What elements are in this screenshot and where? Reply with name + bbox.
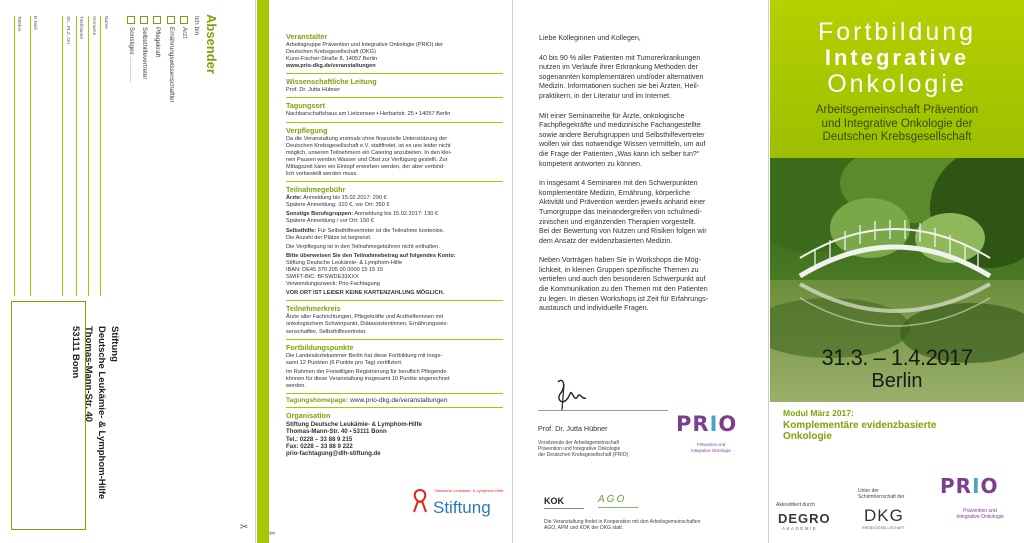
prio-logo [674, 412, 744, 462]
fee-text: Spätere Anmeldung: 310 €, vor Ort: 350 € [286, 202, 390, 209]
divider [286, 407, 503, 408]
stiftung-logo-text: Stiftung [433, 498, 491, 517]
konto-line: Verwendungszweck: Prio-Fachtagung [286, 281, 380, 288]
konto-line: IBAN: DE45 370 205 00 0000 15 15 15 [286, 266, 384, 273]
prio-logo-text: PRIO [676, 412, 738, 436]
veranstalter-line: Arbeitsgruppe Prävention und Integrative Onkologie (PRIO) der [286, 42, 444, 48]
checkbox-box[interactable] [153, 16, 161, 24]
schirm-line: Unter der [858, 488, 879, 494]
section-title: Veranstalter [286, 32, 328, 41]
prio-logo-sub: Integrative Onkologie [691, 448, 731, 453]
verpflegung-line: Deutschen Krebsgesellschaft e.V. stattfindet, ist es uns leider nicht [286, 142, 451, 149]
checkbox-label: Sonstiges ............... [128, 27, 135, 83]
accent-bar [257, 0, 269, 543]
sender-heading: Absender [204, 14, 219, 74]
cover-city: Berlin [871, 370, 923, 392]
coop-line: Die Veranstaltung findet in Kooperation mit den Arbeitsgemeinschaften [544, 519, 701, 525]
section-punkte [286, 343, 503, 390]
fee-text: Anmeldung bis 15.02.2017: 130 € [353, 211, 439, 218]
letter-paragraph: 40 bis 90 % aller Patienten mit Tumorerkrankungen nutzen im Verlaufe ihrer Erkrankung Methoden der sogenannten komplementären und/oder alternativen Medizin. Informationen suchen sie bei Ärzten, Heil- praktikern, in der Literatur und im Internet. [539, 53, 704, 100]
ago-logo: AGO [598, 494, 627, 505]
veranstalter-line: Kuno-Fischer-Straße 8, 14057 Berlin [286, 56, 378, 63]
section-homepage [286, 397, 503, 404]
checkbox-box[interactable] [167, 16, 175, 24]
ago-logo-line [598, 507, 638, 508]
field-label-titel: Titel/Name [78, 16, 83, 40]
degro-logo-sub: AKADEMIE [782, 526, 818, 531]
verpflegung-line: Da die Veranstaltung erstmals ohne finanzielle Unterstützung der [286, 135, 448, 142]
prio-logo-text: PRIO [940, 474, 999, 498]
verpflegung-line: möglich, unseren Teilnehmern ein Catering anzubieten. In den klei- [286, 149, 452, 156]
stiftung-logo-sub: Deutsche Leukämie- & Lymphom-Hilfe [435, 488, 504, 493]
field-line-email[interactable] [30, 16, 31, 296]
prio-logo-i: I [972, 474, 981, 498]
section-kreis [286, 304, 503, 335]
cover-title-line: Onkologie [827, 70, 967, 98]
signature-role [538, 440, 628, 459]
tagungsort-text: Nachbarschaftshaus am Lietzensee ▪ Herbartstr. 25 ▪ 14057 Berlin [286, 111, 451, 118]
cover-title-line: Fortbildung [817, 18, 977, 46]
checkbox-intro: Ich bin [193, 16, 200, 36]
address-line: 53111 Bonn [70, 326, 81, 379]
punkte-line: werden. [286, 383, 306, 389]
konto-note: VOR ORT IST LEIDER KEINE KARTENZAHLUNG MÖGLICH. [286, 290, 445, 297]
konto-title: Bitte überweisen Sie den Teilnahmebetrag auf folgendes Konto: [286, 252, 456, 259]
address-line: Thomas-Mann-Str. 40 [83, 326, 94, 423]
signature-image [550, 374, 590, 414]
fee-label: Ärzte: [286, 195, 302, 202]
panel-info [257, 0, 513, 543]
divider [286, 181, 503, 182]
checkbox-box[interactable] [140, 16, 148, 24]
field-label-ort: Str., PLZ, Ort [65, 16, 70, 44]
signature-line [538, 410, 668, 411]
section-organisation [286, 411, 503, 457]
degro-logo: DEGRO [778, 511, 831, 526]
signature-name: Prof. Dr. Jutta Hübner [538, 424, 608, 433]
verpflegung-line: Mittagszeit kann ein Eintopf erworben werden, der aber verbind- [286, 163, 445, 170]
field-line-titel[interactable] [76, 16, 77, 296]
modul-topic [783, 420, 936, 442]
divider [286, 122, 503, 123]
section-title: Teilnahmegebühr [286, 185, 346, 195]
role-line: Vorsitzende der Arbeitsgemeinschaft [538, 440, 620, 446]
field-line-ort[interactable] [62, 16, 63, 296]
leitung-name: Prof. Dr. Jutta Hübner [286, 87, 341, 94]
divider [286, 73, 503, 74]
homepage-url[interactable]: www.prio-dkg.de/veranstaltungen [348, 397, 448, 405]
veranstalter-line: Deutschen Krebsgesellschaft (DKG) [286, 49, 376, 56]
field-label-telefon: Telefon [16, 16, 21, 32]
prio-logo-i: I [709, 412, 719, 436]
section-title: Verpflegung [286, 125, 328, 135]
fee-label: Selbsthilfe: [286, 227, 317, 234]
panel-cover [770, 0, 1024, 543]
org-line: Tel.: 0228 – 33 88 9 215 [286, 435, 353, 443]
cooperation-note [544, 519, 701, 532]
letter-paragraph: In insgesamt 4 Seminaren mit den Schwerpunkten komplementäre Medizin, Ernährung, körperliche Aktivität und Prävention werden jeweils anhand einer Tumorgruppe das Ineinandergreifen von schulmedi- zinischen und ergänzenden Therapien vorgestellt. Bei der Bewertung von Nutzen und Risiken folgen wir dem Ansatz der evidenzbasierten Medizin. [539, 179, 707, 245]
subtitle-line: und Integrative Onkologie der [821, 117, 973, 130]
fee-text: Für Selbsthilfevertreter ist die Teilnahme kostenlos. [316, 227, 445, 234]
scissors-icon: ✂ [240, 522, 249, 533]
field-line-telefon[interactable] [14, 16, 15, 296]
verpflegung-line: nen Pausen werden Wasser und Obst zur Verfügung gestellt. Zur [286, 156, 448, 163]
fee-note: Die Verpflegung ist in den Teilnahmegebühren nicht enthalten. [286, 243, 440, 250]
kok-logo-line [544, 508, 584, 509]
punkte-line: samt 12 Punkten (6 Punkte pro Tag) zertifiziert. [286, 359, 403, 366]
kreis-line: onkologischem Schwerpunkt, Diätassistentinnen, Ernährungswis- [286, 321, 448, 328]
punkte-line: Im Rahmen der Freiwilligen Registrierung für beruflich Pflegende [286, 368, 447, 375]
prio-logo-sub: Prävention und [696, 442, 726, 447]
role-line: Prävention und Integrative Onkologie [538, 446, 621, 453]
section-title: Tagungsort [286, 101, 325, 111]
info-column [286, 32, 503, 457]
veranstalter-url[interactable]: www.prio-dkg.de/veranstaltungen [286, 63, 376, 70]
stiftung-logo [409, 486, 509, 524]
field-label-name: Name [103, 16, 108, 29]
field-label-email: E-Mail [32, 16, 37, 30]
stiftung-ribbon-icon [409, 488, 431, 514]
cover-logos [770, 474, 1024, 543]
subtitle-line: Arbeitsgemeinschaft Prävention [815, 104, 979, 116]
divider [286, 300, 503, 301]
divider [286, 339, 503, 340]
letter-paragraph: Mit einer Seminarreihe für Ärzte, onkologische Fachpflegekräfte und medizinische Fachangestellte sowie andere Berufsgruppen und Selbsthilfevertreter wollen wir das notwendige Wissen vermitteln, um auf die Frage der Patienten „Was kann ich selber tun?“ kompetent antworten zu können. [539, 111, 706, 168]
field-label-vorname: Vorname [91, 16, 96, 36]
field-line-vorname[interactable] [88, 16, 89, 296]
checkbox-label: Ernährungswissenschaftler [168, 27, 175, 103]
panel-letter [514, 0, 769, 543]
prio-logo-sub: Integrative Onkologie [956, 514, 1004, 520]
coop-line: AGO, APM und KOK der DKG statt. [544, 525, 624, 532]
fee-text: Spätere Anmeldung / vor Ort: 150 € [286, 218, 374, 225]
schirm-label [858, 488, 904, 500]
fee-text: Die Anzahl der Plätze ist begrenzt. [286, 234, 372, 241]
cover-subtitle [770, 104, 1024, 145]
address-line: Stiftung [109, 326, 120, 362]
modul-topic-line: Komplementäre evidenzbasierte [783, 420, 937, 431]
divider [286, 393, 503, 394]
checkbox-label: Arzt [181, 27, 188, 39]
fee-sonstige [286, 211, 503, 218]
prio-logo-cover [940, 474, 1020, 520]
cover-dates: 31.3. – 1.4.2017 [821, 345, 973, 370]
scissors-icon: ✂ [269, 529, 276, 538]
role-line: der Deutschen Krebsgesellschaft (PRIO) [538, 452, 629, 459]
punkte-line: können für diese Veranstaltung insgesamt 10 Punkte angerechnet [286, 375, 450, 382]
divider [286, 97, 503, 98]
punkte-line: Die Landesärztekammer Berlin hat diese Fortbildung mit insge- [286, 352, 443, 359]
fee-selbsthilfe [286, 228, 503, 235]
dkg-logo-sub: KREBSGESELLSCHAFT [862, 526, 905, 530]
section-tagungsort [286, 101, 503, 118]
address-line: Deutsche Leukämie- & Lymphom-Hilfe [96, 326, 107, 500]
homepage-label: Tagungshomepage: [286, 397, 349, 405]
schirm-line: Schirmherrschaft der [858, 494, 905, 500]
org-email[interactable]: prio-fachtagung@dlh-stiftung.de [286, 449, 381, 457]
section-title: Fortbildungspunkte [286, 342, 354, 352]
section-verpflegung [286, 126, 503, 179]
fee-text: Anmeldung bis 15.02.2017: 290 € [301, 195, 387, 202]
section-title: Organisation [286, 411, 331, 421]
dkg-logo: DKG [864, 506, 904, 525]
kok-logo-text: KOK [544, 496, 564, 506]
fee-aerzte [286, 195, 503, 202]
verpflegung-line: lich vorbestellt werden muss. [286, 171, 358, 178]
modul-label: Modul März 2017: [783, 408, 854, 418]
kok-logo [544, 496, 584, 509]
cover-title-line: Integrative [824, 45, 970, 70]
letter-paragraph: Neben Vorträgen haben Sie in Workshops die Mög- lichkeit, in kleinen Gruppen spezifische Themen zu vertiefen und auch den besonderen Schwerpunkt auf die Kommunikation zu den Themen mit den Patienten zu legen. In diesen Workshops ist Zeit für Erfahrungs- austausch und individuelle Fragen. [539, 256, 709, 313]
checkbox-label: Pflegekraft [154, 27, 161, 58]
konto-line: SWIFT-BIC: BFSWDE33XXX [286, 274, 359, 281]
fee-label: Sonstige Berufsgruppen: [286, 211, 354, 218]
subtitle-line: Deutschen Krebsgesellschaft [822, 131, 972, 143]
modul-topic-line: Onkologie [783, 431, 832, 442]
panel-sender [0, 0, 256, 543]
org-line: Thomas-Mann-Str. 40 ▪ 53111 Bonn [286, 428, 387, 436]
section-gebuehr [286, 185, 503, 297]
prio-logo-sub: Prävention und [963, 508, 997, 514]
konto-line: Stiftung Deutsche Leukämie- & Lymphom-Hilfe [286, 259, 403, 266]
checkbox-box[interactable] [180, 16, 188, 24]
checkbox-label: Selbsthilfevertreter [141, 27, 148, 80]
kreis-line: Ärzte aller Fachrichtungen, Pflegekräfte und Arzthelferinnen mit [286, 314, 444, 321]
section-title: Wissenschaftliche Leitung [286, 77, 377, 87]
org-line: Fax: 0228 – 33 88 9 222 [286, 442, 353, 450]
letter-greeting: Liebe Kolleginnen und Kollegen, [539, 34, 641, 42]
section-leitung [286, 77, 503, 94]
checkbox-box[interactable] [127, 16, 135, 24]
section-title: Teilnehmerkreis [286, 304, 341, 314]
akkreditiert-label: Akkreditiert durch [776, 502, 815, 508]
field-line-name[interactable] [100, 16, 101, 296]
section-veranstalter [286, 32, 503, 70]
letter-body [539, 34, 765, 314]
kreis-line: senschaftler, Selbsthilfevertreter. [286, 328, 367, 335]
org-line: Stiftung Deutsche Leukämie- & Lymphom-Hilfe [286, 421, 422, 429]
